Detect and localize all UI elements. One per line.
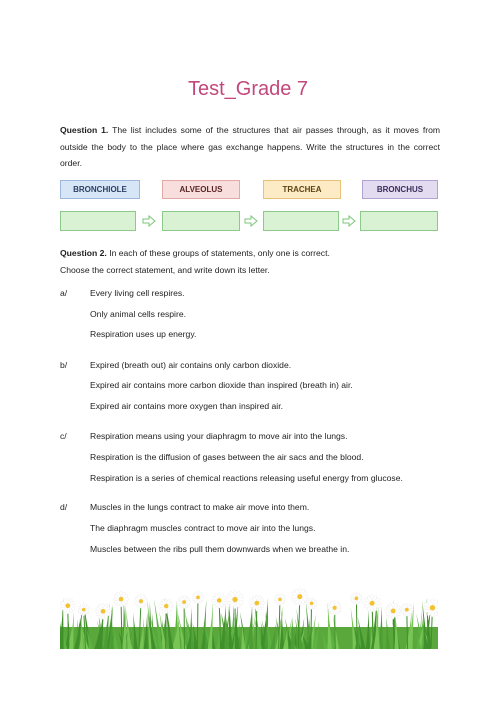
group-letter: a/ — [60, 288, 68, 298]
daisy-icon — [134, 594, 148, 608]
structure-alveolus: ALVEOLUS — [162, 180, 240, 199]
statement-option: Every living cell respires. — [90, 288, 185, 298]
daisy-icon — [327, 601, 341, 615]
daisy-icon — [113, 591, 129, 607]
daisy-icon — [274, 593, 286, 605]
structure-list — [60, 180, 438, 199]
daisy-icon — [226, 590, 244, 608]
answer-row — [60, 211, 438, 231]
answer-box-3[interactable] — [263, 211, 339, 231]
daisy-grass-decoration — [60, 587, 438, 649]
group-letter: b/ — [60, 360, 68, 370]
question-1-text: The list includes some of the structures that air passes through, as it moves from outside the body to the place where gas exchange happens. Write the structures in the correct order. — [60, 125, 441, 168]
statement-option: The diaphragm muscles contract to move air into the lungs. — [90, 523, 316, 533]
daisy-icon — [211, 593, 227, 609]
daisy-icon — [363, 595, 380, 612]
daisy-icon — [385, 603, 401, 619]
answer-box-2[interactable] — [162, 211, 240, 231]
question-2-line-1: In each of these groups of statements, only one is correct. — [109, 248, 330, 258]
statement-option: Respiration uses up energy. — [90, 329, 197, 339]
statement-option: Respiration means using your diaphragm to move air into the lungs. — [90, 431, 348, 441]
group-letter: d/ — [60, 502, 68, 512]
statement-option: Muscles in the lungs contract to make air move into them. — [90, 502, 310, 512]
daisy-icon — [350, 592, 362, 604]
daisy-icon — [177, 595, 190, 608]
statement-option: Expired air contains more carbon dioxide than inspired (breath in) air. — [90, 380, 353, 390]
daisy-icon — [60, 598, 76, 614]
statement-option: Respiration is the diffusion of gases between the air sacs and the blood. — [90, 452, 364, 462]
answer-box-4[interactable] — [360, 211, 438, 231]
statement-option: Expired air contains more oxygen than inspired air. — [90, 401, 283, 411]
statement-option: Expired (breath out) air contains only carbon dioxide. — [90, 360, 292, 370]
statement-option: Muscles between the ribs pull them downwards when we breathe in. — [90, 544, 350, 554]
question-1-label: Question 1. — [60, 125, 109, 135]
daisy-icon — [400, 603, 413, 616]
structure-trachea: TRACHEA — [263, 180, 341, 199]
arrow-right-icon — [142, 215, 156, 227]
statement-option: Only animal cells respire. — [90, 309, 186, 319]
structure-bronchus: BRONCHUS — [362, 180, 438, 199]
daisy-icon — [159, 599, 174, 614]
question-1 — [60, 122, 440, 172]
daisy-icon — [78, 604, 90, 616]
flower-border-illustration — [60, 587, 438, 649]
question-2-line-2: Choose the correct statement, and write down its letter. — [60, 264, 270, 275]
arrow-right-icon — [342, 215, 356, 227]
group-letter: c/ — [60, 431, 67, 441]
daisy-icon — [423, 599, 438, 617]
daisy-icon — [306, 597, 318, 609]
daisy-icon — [192, 591, 204, 603]
question-2 — [60, 245, 440, 278]
statement-option: Respiration is a series of chemical reactions releasing useful energy from glucose. — [90, 473, 403, 483]
question-2-label: Question 2. — [60, 248, 107, 258]
daisy-icon — [249, 595, 265, 611]
arrow-right-icon — [244, 215, 258, 227]
page-title: Test_Grade 7 — [187, 78, 309, 100]
answer-box-1[interactable] — [60, 211, 136, 231]
structure-bronchiole: BRONCHIOLE — [60, 180, 140, 199]
